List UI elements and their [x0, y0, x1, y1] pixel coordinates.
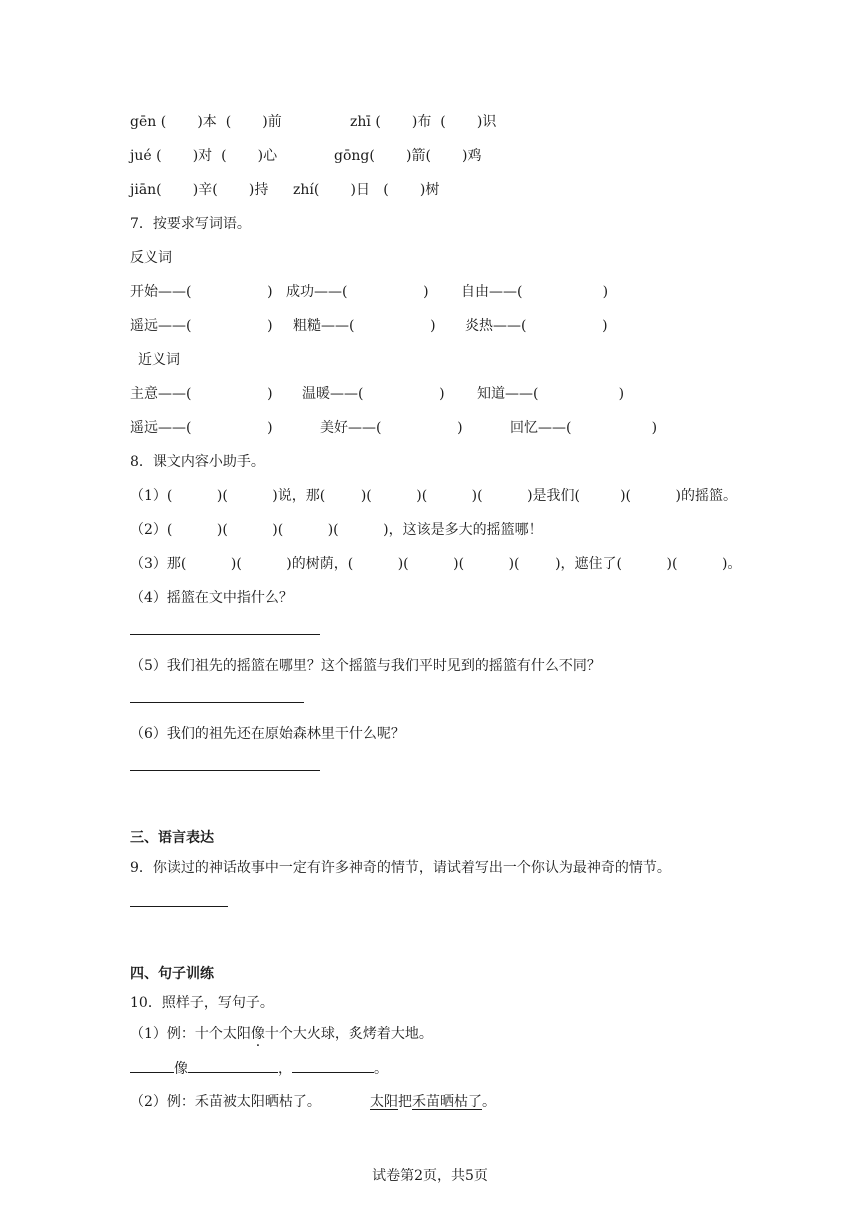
- answer-line-6[interactable]: [130, 770, 320, 771]
- pinyin-row2-left: jué ( )对 ( )心: [130, 148, 278, 164]
- antonym-1: 开始——( ): [130, 284, 273, 300]
- antonym-3: 自由——( ): [461, 284, 609, 300]
- q8-item3: （3）那( )( )的树荫，( )( )( )( )，遮住了( )( )。: [130, 556, 742, 572]
- ex1-prefix: （1）例：十个太阳: [130, 1026, 251, 1042]
- answer-line-4[interactable]: [130, 634, 320, 635]
- q8-item6: （6）我们的祖先还在原始森林里干什么呢？: [130, 726, 405, 742]
- q10-example2: （2）例：禾苗被太阳晒枯了。: [130, 1094, 321, 1110]
- q10-title: 10．照样子，写句子。: [130, 995, 274, 1011]
- synonym-4: 遥远——( ): [130, 420, 273, 436]
- pinyin-row3-left: jiān( )辛( )持: [130, 182, 269, 198]
- q8-title: 8．课文内容小助手。: [130, 454, 265, 470]
- ex2-subject: 太阳: [370, 1094, 398, 1110]
- q8-item5: （5）我们祖先的摇篮在哪里？这个摇篮与我们平时见到的摇篮有什么不同？: [130, 658, 601, 674]
- pinyin-row1-right: zhī ( )布 ( )识: [350, 114, 497, 130]
- fill-blank-1[interactable]: [130, 1058, 174, 1073]
- q8-item2: （2）( )( )( )( )，这该是多大的摇篮哪！: [130, 522, 543, 538]
- pinyin-row3-right: zhí( )日 ( )树: [293, 182, 440, 198]
- answer-line-5[interactable]: [130, 702, 304, 703]
- section4-heading: 四、句子训练: [130, 966, 214, 982]
- q9-text: 9．你读过的神话故事中一定有许多神奇的情节，请试着写出一个你认为最神奇的情节。: [130, 860, 671, 876]
- fill-like: 像: [174, 1061, 188, 1077]
- q10-example1: [130, 1024, 433, 1044]
- q8-item4: （4）摇篮在文中指什么？: [130, 590, 293, 606]
- ex1-suffix: 十个大火球，炙烤着大地。: [264, 1026, 433, 1042]
- fill-comma: ，: [278, 1061, 292, 1077]
- q10-fill1: [130, 1058, 388, 1079]
- synonym-3: 知道——( ): [477, 386, 625, 402]
- q10-example2-converted: [370, 1092, 496, 1112]
- antonym-6: 炎热——( ): [465, 318, 608, 334]
- ex2-end: 。: [482, 1094, 496, 1110]
- pinyin-row2-right: gōng( )箭( )鸡: [334, 148, 482, 164]
- pinyin-row1-left: gēn ( )本 ( )前: [130, 114, 282, 130]
- fill-blank-3[interactable]: [292, 1058, 374, 1073]
- q7-title: 7．按要求写词语。: [130, 216, 251, 232]
- synonym-5: 美好——( ): [320, 420, 463, 436]
- q8-item1: （1）( )( )说，那( )( )( )( )是我们( )( )的摇篮。: [130, 488, 737, 504]
- ex1-emphasis: 像: [250, 1026, 265, 1042]
- fill-blank-2[interactable]: [188, 1058, 278, 1073]
- synonym-2: 温暖——( ): [302, 386, 445, 402]
- ex2-object: 禾苗晒枯了: [412, 1094, 482, 1110]
- synonym-label: 近义词: [138, 352, 180, 368]
- antonym-2: 成功——( ): [286, 284, 429, 300]
- section3-heading: 三、语言表达: [130, 830, 214, 846]
- synonym-1: 主意——( ): [130, 386, 273, 402]
- synonym-6: 回忆——( ): [510, 420, 658, 436]
- fill-period: 。: [374, 1061, 388, 1077]
- antonym-label: 反义词: [130, 250, 172, 266]
- page-footer: 试卷第2页，共5页: [372, 1168, 488, 1184]
- antonym-5: 粗糙——( ): [293, 318, 436, 334]
- antonym-4: 遥远——( ): [130, 318, 273, 334]
- answer-line-9[interactable]: [130, 906, 228, 907]
- ex2-ba: 把: [398, 1094, 412, 1110]
